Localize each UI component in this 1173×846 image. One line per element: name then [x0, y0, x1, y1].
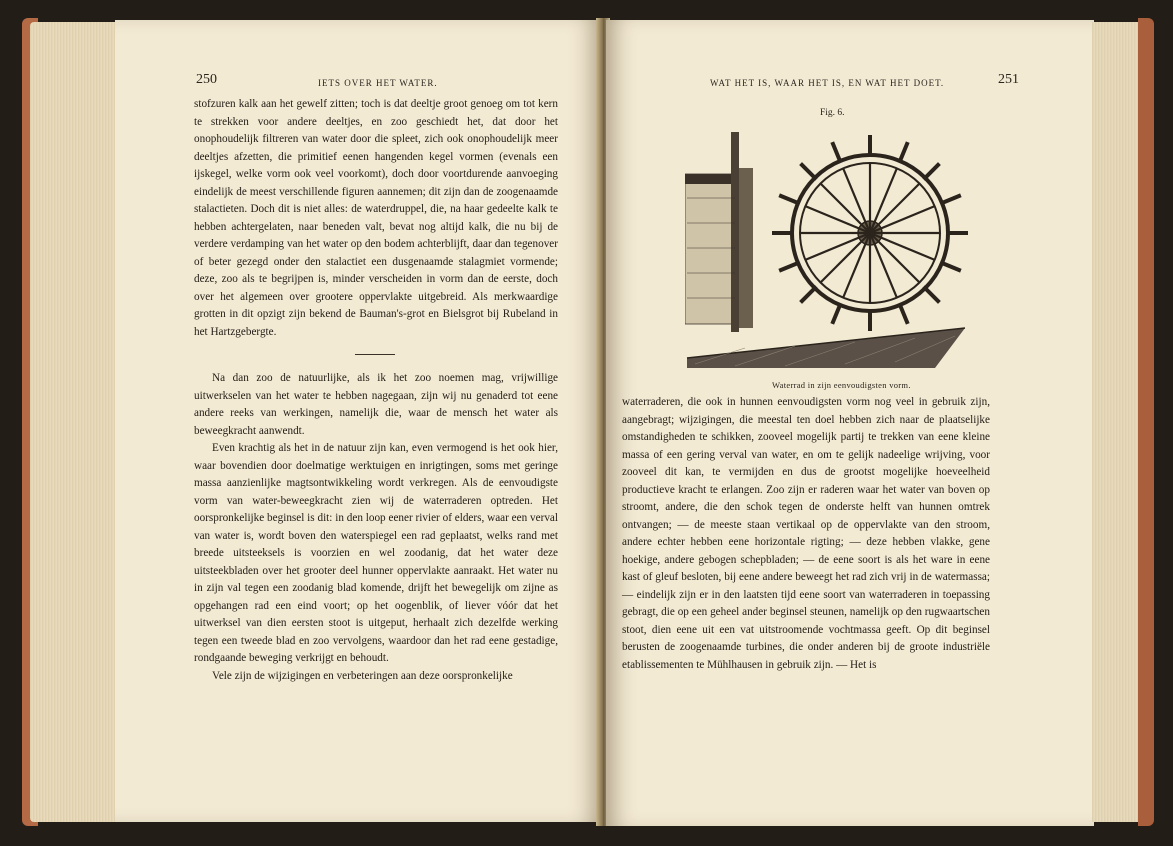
figure-label: Fig. 6.: [820, 108, 845, 118]
right-paragraph-1: waterraderen, die ook in hunnen eenvoudigsten vorm nog veel in gebruik zijn, aangebragt; wijzigingen, die meestal ten doel hebben zich naar de plaatselijke omstandigheden te schikken, zooveel mogelijk partij te trekken van eene kleine massa of een gering verval van water, en om te gelijk nadeelige wrijving, voor zooveel dit kan, te vermijden en dus de grootst mogelijke hoeveelheid productieve kracht te erlangen. Zoo zijn er raderen waar het water van boven op stroomt, andere, die den schok tegen de onderste helft van hunnen omtrek ontvangen; — de meeste staan vertikaal op de oppervlakte van den stroom, andere echter hebben eene horizontale rigting; — deze hebben vlakke, gene hoekige, andere gebogen schepbladen; — de eene soort is als het ware in eene kast of gleuf besloten, bij eene andere beweegt het rad zich vrij in de watermassa; — eindelijk zijn er in den laatsten tijd eene soort van waterraderen in toepassing gebragt, die op een geheel ander beginsel steunen, namelijk op den rugwaartschen stoot, dien eene uit een vat uitstroomende vochtmassa geeft. Op dit beginsel berusten de zoogenaamde turbines, die onder anderen bij de groote industriële etablissementen te Mühlhausen in gebruik zijn. — Het is: [622, 396, 990, 671]
waterwheel-illustration: [685, 128, 975, 378]
left-page-body-2: [194, 370, 558, 685]
right-page-number: 251: [998, 72, 1019, 87]
section-divider: [355, 354, 395, 355]
right-cover: [1138, 18, 1154, 826]
right-page-edges: [1092, 22, 1142, 822]
left-page-number: 250: [196, 72, 217, 87]
figure-caption: Waterrad in zijn eenvoudigsten vorm.: [772, 380, 911, 390]
left-running-head: IETS OVER HET WATER.: [318, 78, 438, 88]
water-wheel: [774, 137, 966, 329]
left-paragraph-1: stofzuren kalk aan het gewelf zitten; toch is dat deeltje groot genoeg om tot kern te strekken voor andere deeltjes, en zoo geschiedt het, dat door het onophoudelijk filtreren van water door die spleet, zich ook onophoudelijk meer deeltjes afzetten, die primitief eenen hangenden kegel vormen (evenals een ijskegel, welke vorm ook veel voorkomt), doch door voortdurende aanvoeging eindelijk de meest verschillende figuren aannemen; dit zijn dan de zoogenaamde stalactieten. Doch dit is niet alles: de waterdruppel, die, na haar gedeelte kalk te hebben achtergelaten, naar beneden valt, bevat nog altijd kalk, die nu bij de verdere verdamping van het water op den bodem achterblijft, daar dan tegenover of beter gezegd onder den stalactiet een dusgenaamde stalagmiet vormende; deze, zoo als te begrijpen is, minder verscheiden in vorm dan de eerste, doch over het algemeen over grootere oppervlakte uitgebreid. Als merkwaardige grotten in dit opzigt zijn bekend de Bauman's-grot en Bielsgrot bij Rubeland in het Hartzgebergte.: [194, 98, 558, 338]
left-paragraph-2: Na dan zoo de natuurlijke, als ik het zoo noemen mag, vrijwillige uitwerkselen van het water te hebben nagegaan, zijn wij nu genaderd tot eene andere reeks van werkingen, namelijk die, waar de mensch het water als beweegkracht aanwendt.: [194, 372, 558, 437]
right-page-body: [622, 394, 990, 674]
left-page-edges: [30, 22, 122, 822]
left-paragraph-3: Even krachtig als het in de natuur zijn kan, even vermogend is het ook hier, waar bovendien door doelmatige werktuigen en inrigtingen, soms met geringe massa aanzienlijke magtsontwikkeling wordt verkregen. Als de eenvoudigste vorm van water-beweegkracht zien wij de waterraderen optreden. Het oorspronkelijke beginsel is dit: in den loop eener rivier of elders, waar een verval van water is, wordt boven den waterspiegel een rad geplaatst, welks rand met breede uitsteeksels is voorzien en wel zoodanig, dat het water deze uitsteekbladen over het grooter deel hunner oppervlakte aanraakt. Het water nu in zijn val tegen een zoodanig blad komende, drijft het bewegelijk om zijne as opgehangen rad een eind voort; op het oogenblik, of liever vóór dat het uitwerksel van dien eersten stoot is uitgeput, herhaalt zich dezelfde werking tegen een tweede blad en zoo vervolgens, waardoor dan het rad eene gestadige, rondgaande beweging verkrijgt en behoudt.: [194, 442, 558, 664]
left-page-body: [194, 96, 558, 341]
wooden-frame: [685, 132, 753, 332]
right-running-head: WAT HET IS, WAAR HET IS, EN WAT HET DOET.: [710, 78, 945, 88]
left-paragraph-4: Vele zijn de wijzigingen en verbeteringen aan deze oorspronkelijke: [212, 669, 513, 682]
water-channel: [687, 328, 965, 368]
